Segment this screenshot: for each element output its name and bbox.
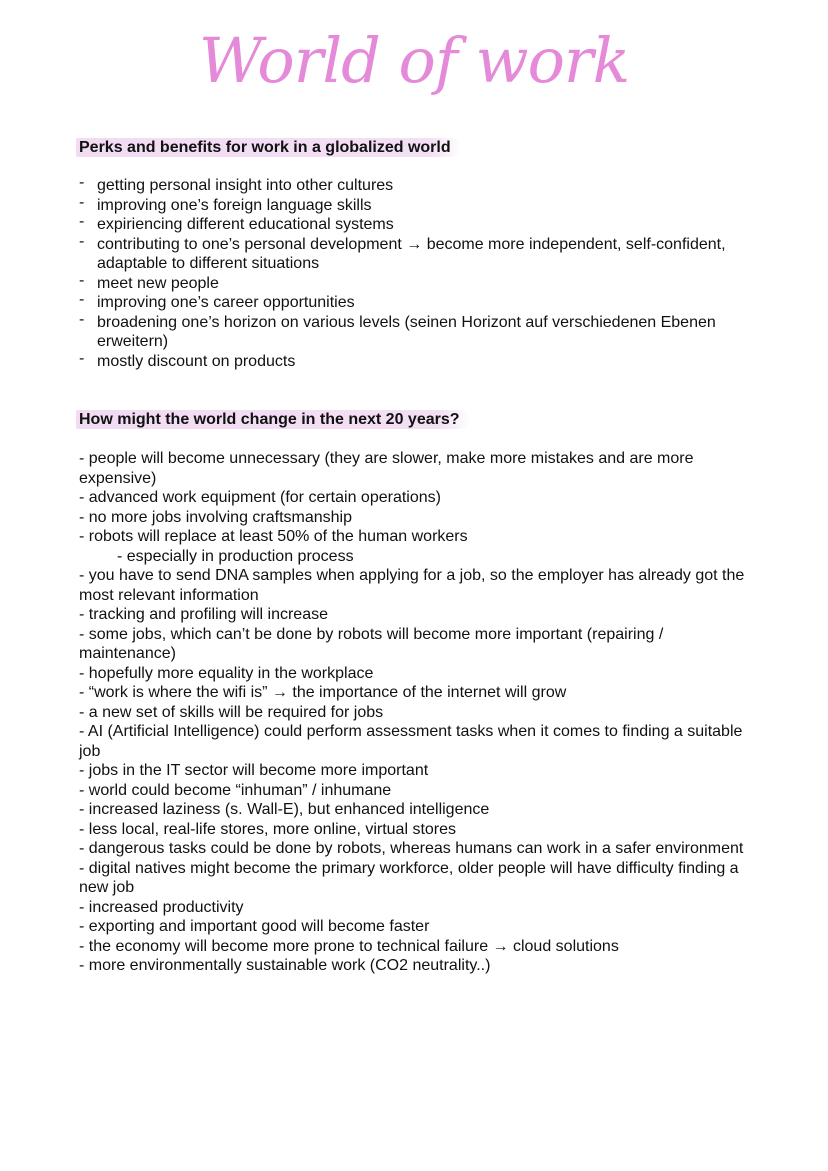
list-item-text: getting personal insight into other cultures (97, 177, 394, 194)
list-item: - no more jobs involving craftsmanship (79, 508, 353, 526)
list-item: - a new set of skills will be required for jobs (79, 703, 384, 721)
list-item (78, 293, 758, 313)
list-item-text: expiriencing different educational systems (97, 216, 394, 233)
list-item (78, 193, 758, 216)
list-item-text: improving one’s foreign language skills (97, 196, 372, 214)
bullet-dash: - (79, 213, 85, 230)
list-item (78, 232, 758, 274)
list-item-text: contributing to one’s personal development → become more independent, self-confident, adaptable to different situations (97, 235, 726, 272)
perks-list (78, 176, 758, 371)
list-item: - digital natives might become the primary workforce, older people will have difficulty finding a new job (79, 859, 739, 896)
list-item: - advanced work equipment (for certain operations) (79, 489, 441, 506)
bullet-dash: - (79, 310, 85, 328)
list-item: - robots will replace at least 50% of the human workers (79, 528, 468, 545)
bullet-dash: - (79, 349, 85, 367)
bullet-dash: - (79, 193, 85, 211)
future-changes-list (79, 449, 759, 976)
list-item: - exporting and important good will become faster (79, 918, 430, 935)
list-item: - tracking and profiling will increase (79, 606, 328, 623)
list-item: - increased laziness (s. Wall-E), but enhanced intelligence (79, 801, 490, 818)
list-item: - increased productivity (79, 898, 244, 916)
sub-list-item: - especially in production process (117, 547, 354, 565)
list-item (78, 271, 758, 294)
list-item-text: mostly discount on products (97, 352, 296, 370)
list-item (78, 310, 758, 352)
list-item: - some jobs, which can’t be done by robots will become more important (repairing / maintenance) (79, 625, 664, 662)
page-title: World of work (198, 24, 630, 97)
bullet-dash: - (79, 174, 85, 191)
bullet-dash: - (79, 271, 85, 289)
list-item: - hopefully more equality in the workplace (79, 664, 374, 682)
list-item: - AI (Artificial Intelligence) could perform assessment tasks when it comes to finding a suitable job (79, 723, 743, 760)
list-item (78, 176, 758, 196)
list-item (78, 215, 758, 235)
list-item: - world could become “inhuman” / inhumane (79, 781, 392, 799)
list-item: - dangerous tasks could be done by robots, whereas humans can work in a safer environment (79, 840, 744, 857)
list-item-text: meet new people (97, 274, 219, 292)
list-item: - more environmentally sustainable work (CO2 neutrality..) (79, 957, 491, 974)
list-item-text: improving one’s career opportunities (97, 294, 355, 311)
list-item: - less local, real-life stores, more online, virtual stores (79, 820, 457, 838)
bullet-dash: - (79, 232, 85, 250)
section-heading-future: How might the world change in the next 20 years? (76, 410, 470, 429)
list-item-text: broadening one’s horizon on various levels (seinen Horizont auf verschiedenen Ebenen erweitern) (97, 313, 716, 350)
section-heading-perks: Perks and benefits for work in a globalized world (76, 138, 461, 157)
list-item: - you have to send DNA samples when applying for a job, so the employer has already got the most relevant information (79, 567, 745, 604)
list-item: - people will become unnecessary (they are slower, make more mistakes and are more expensive) (79, 450, 694, 487)
list-item: - jobs in the IT sector will become more important (79, 762, 429, 779)
list-item: - the economy will become more prone to technical failure → cloud solutions (79, 937, 619, 955)
bullet-dash: - (79, 291, 85, 308)
list-item: - “work is where the wifi is” → the importance of the internet will grow (79, 684, 567, 701)
list-item (78, 349, 758, 372)
